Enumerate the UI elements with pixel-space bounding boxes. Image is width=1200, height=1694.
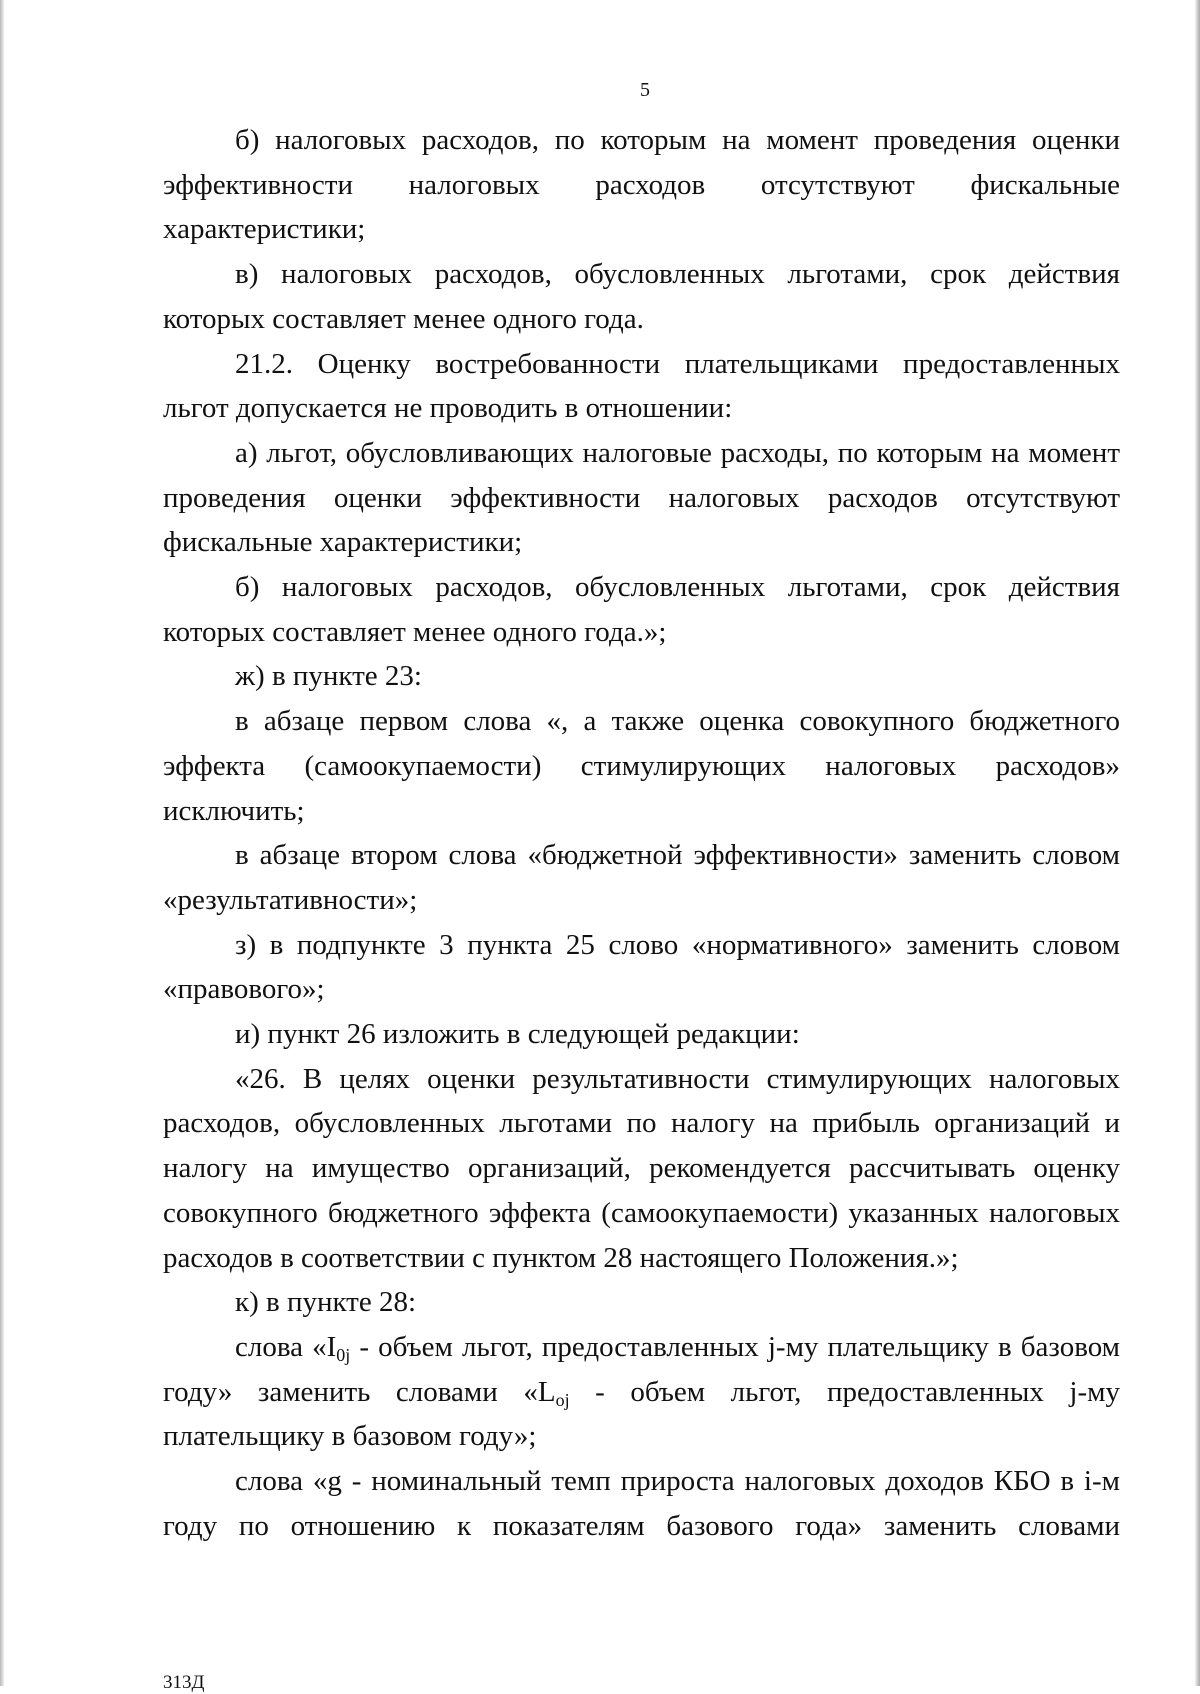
paragraph-item-26-text: «26. В целях оценки результативности стимулирующих налоговых расходов, обусловленных льготами по налогу на прибыль организаций и налогу на имущество организаций, рекомендуется рассчитывать оценку совокупного бюджетного эффекта (самоокупаемости) указанных налоговых расходов в соответствии с пунктом 28 настоящего Положения.»;	[163, 1062, 1120, 1274]
page-number: 5	[640, 79, 650, 101]
paragraph-i-item-26: и) пункт 26 изложить в следующей редакции:	[235, 1018, 800, 1051]
text-fragment: слова «I	[235, 1330, 337, 1363]
paragraph-b-fiscal: б) налоговых расходов, по которым на момент проведения оценки эффективности налоговых расходов отсутствуют фискальные характеристики;	[163, 124, 1120, 246]
paragraph-words-g: слова «g - номинальный темп прироста налоговых доходов КБО в i-м году по отношению к показателям базового года» заменить словами	[163, 1465, 1120, 1542]
paragraph-k-item-28: к) в пункте 28:	[235, 1286, 417, 1319]
scan-edge-right	[1195, 0, 1200, 1686]
paragraph-z-item-25: з) в подпункте 3 пункта 25 слово «нормативного» заменить словом «правового»;	[163, 928, 1120, 1006]
scan-edge-left	[0, 0, 4, 1686]
document-body	[163, 118, 1120, 1549]
subscript: oj	[555, 1389, 570, 1410]
paragraph-zh-item-23: ж) в пункте 23:	[235, 660, 422, 693]
paragraph-words-i0j	[163, 1325, 1120, 1459]
paragraph-b-term: б) налоговых расходов, обусловленных льготами, срок действия которых составляет менее одного года.»;	[163, 571, 1120, 648]
subscript: 0j	[336, 1344, 351, 1365]
paragraph-v-term: в) налоговых расходов, обусловленных льготами, срок действия которых составляет менее одного года.	[163, 258, 1120, 335]
paragraph-item-23-first: в абзаце первом слова «, а также оценка совокупного бюджетного эффекта (самоокупаемости) стимулирующих налоговых расходов» исключить;	[163, 705, 1120, 827]
paragraph-21-2: 21.2. Оценку востребованности плательщиками предоставленных льгот допускается не проводить в отношении:	[163, 347, 1120, 425]
text-fragment: - объем льгот, предоставленных j-му плательщику в базовом году»;	[163, 1375, 1120, 1453]
paragraph-a-benefits: а) льгот, обусловливающих налоговые расходы, по которым на момент проведения оценки эффективности налоговых расходов отсутствуют фискальные характеристики;	[163, 436, 1120, 559]
text-fragment: - объем льгот, предоставленных j-му плательщику в базовом году» заменить словами «L	[163, 1330, 1120, 1408]
document-code: 313Д	[163, 1672, 205, 1693]
paragraph-item-23-second: в абзаце втором слова «бюджетной эффективности» заменить словом «результативности»;	[163, 839, 1120, 916]
